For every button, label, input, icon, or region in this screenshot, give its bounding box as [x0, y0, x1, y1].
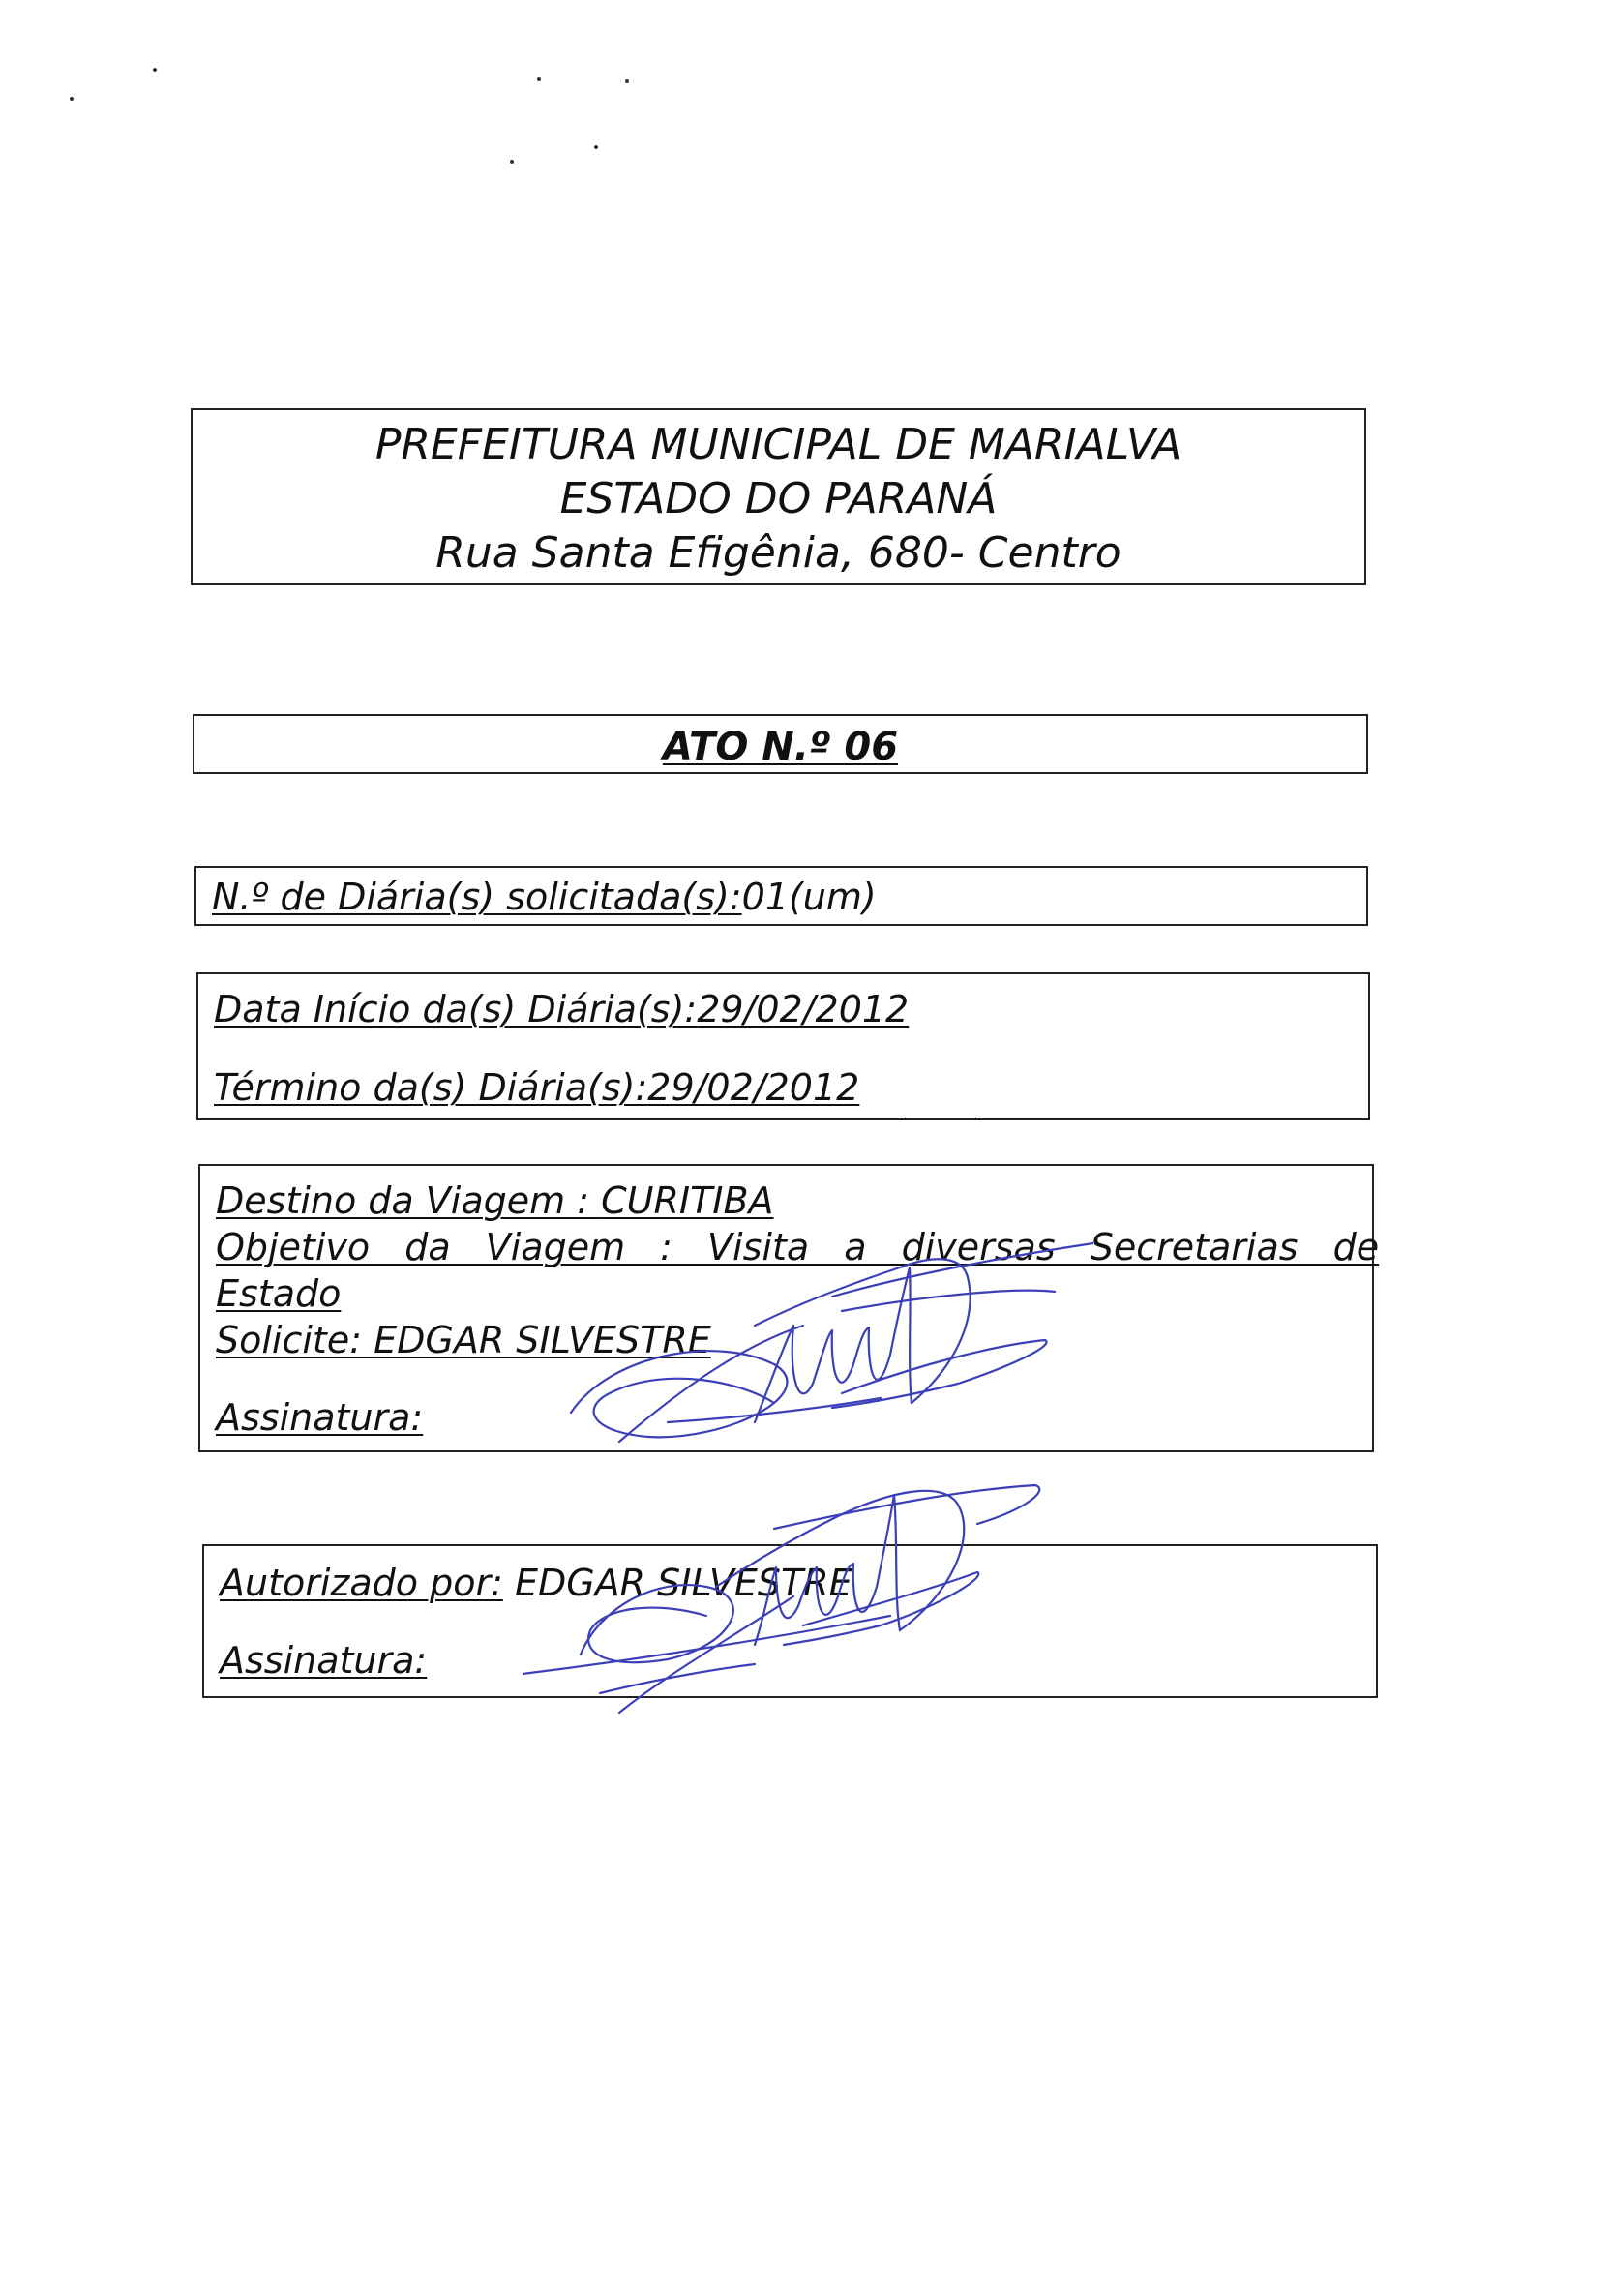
end-date-underline-tail — [905, 1118, 976, 1119]
authorization-label: Autorizado por: — [220, 1562, 503, 1604]
destination-label: Destino da Viagem : — [216, 1179, 602, 1222]
scan-speck — [594, 145, 598, 149]
dates-box — [196, 972, 1370, 1120]
diarias-value: 01(um) — [741, 876, 877, 918]
requester-line — [216, 1319, 711, 1361]
end-date-line — [214, 1066, 859, 1109]
requester-value: EDGAR SILVESTRE — [374, 1319, 711, 1361]
authorization-line — [220, 1562, 852, 1604]
scan-speck — [70, 97, 74, 101]
destination-line — [216, 1179, 774, 1222]
objective-line-2: Estado — [216, 1272, 342, 1315]
objective-line-1: Objetivo da Viagem : Visita a diversas Secretarias de — [216, 1226, 1380, 1268]
diarias-label: N.º de Diária(s) solicitada(s): — [212, 876, 742, 918]
diarias-box — [194, 866, 1368, 926]
scan-speck — [153, 68, 157, 72]
authorization-value: EDGAR SILVESTRE — [502, 1562, 852, 1604]
scan-speck — [537, 77, 541, 81]
requester-label: Solicite: — [216, 1319, 374, 1361]
diarias-line — [212, 876, 877, 918]
trip-box — [198, 1164, 1380, 1452]
authorization-signature-label: Assinatura: — [220, 1639, 428, 1682]
act-box — [193, 714, 1368, 774]
header-box — [191, 408, 1366, 585]
scan-speck — [625, 79, 629, 83]
scan-speck — [510, 160, 514, 164]
signature-label: Assinatura: — [216, 1396, 424, 1439]
start-date-value: 29/02/2012 — [697, 988, 910, 1030]
authorization-box — [202, 1544, 1378, 1698]
header-address: Rua Santa Efigênia, 680- Centro — [435, 528, 1121, 578]
header-title: PREFEITURA MUNICIPAL DE MARIALVA — [374, 420, 1182, 469]
end-date-value: 29/02/2012 — [647, 1066, 860, 1109]
start-date-line — [214, 988, 909, 1030]
end-date-label: Término da(s) Diária(s): — [214, 1066, 648, 1109]
start-date-label: Data Início da(s) Diária(s): — [214, 988, 698, 1030]
header-state: ESTADO DO PARANÁ — [559, 474, 998, 523]
act-title: ATO N.º 06 — [662, 725, 899, 769]
destination-value: CURITIBA — [601, 1179, 774, 1222]
